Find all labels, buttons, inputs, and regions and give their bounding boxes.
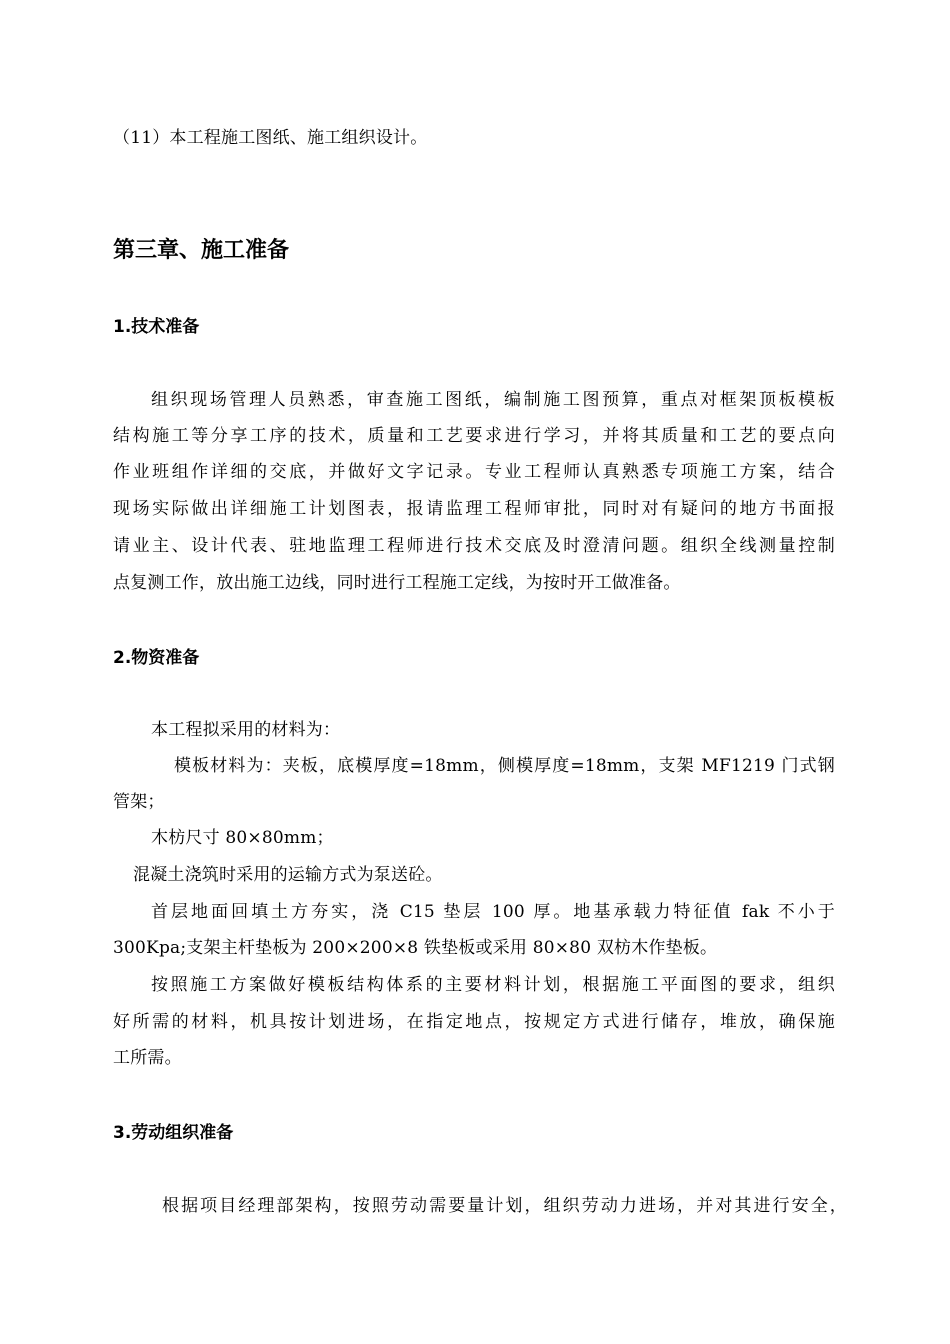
materials-line: 好所需的材料，机具按计划进场，在指定地点，按规定方式进行储存，堆放，确保施: [113, 1012, 835, 1032]
materials-line: 模板材料为：夹板，底模厚度=18mm，侧模厚度=18mm，支架 MF1219 门式钢: [174, 756, 835, 776]
section-heading-materials: 2.物资准备: [113, 648, 200, 668]
materials-line: 按照施工方案做好模板结构体系的主要材料计划，根据施工平面图的要求，组织: [151, 975, 835, 995]
materials-line: 工所需。: [113, 1048, 182, 1068]
section-heading-tech: 1.技术准备: [113, 317, 200, 337]
section-heading-labor: 3.劳动组织准备: [113, 1123, 234, 1143]
intro-item-11: （11）本工程施工图纸、施工组织设计。: [113, 128, 428, 148]
tech-paragraph-line: 结构施工等分享工序的技术，质量和工艺要求进行学习，并将其质量和工艺的要点向: [113, 426, 835, 446]
tech-paragraph-line: 现场实际做出详细施工计划图表，报请监理工程师审批，同时对有疑问的地方书面报: [113, 499, 835, 519]
materials-line: 混凝土浇筑时采用的运输方式为泵送砼。: [133, 865, 443, 885]
tech-paragraph-line: 请业主、设计代表、驻地监理工程师进行技术交底及时澄清问题。组织全线测量控制: [113, 536, 835, 556]
chapter-title: 第三章、施工准备: [113, 238, 290, 263]
tech-paragraph-line: 作业班组作详细的交底，并做好文字记录。专业工程师认真熟悉专项施工方案，结合: [113, 462, 835, 482]
tech-paragraph-line: 点复测工作，放出施工边线，同时进行工程施工定线，为按时开工做准备。: [113, 573, 681, 593]
materials-line: 首层地面回填土方夯实，浇 C15 垫层 100 厚。地基承载力特征值 fak 不小于: [151, 902, 835, 922]
materials-line: 本工程拟采用的材料为：: [151, 720, 341, 740]
materials-line: 木枋尺寸 80×80mm；: [151, 828, 334, 848]
tech-paragraph-line: 组织现场管理人员熟悉，审查施工图纸，编制施工图预算，重点对框架顶板模板: [151, 390, 835, 410]
materials-line: 管架；: [113, 792, 165, 812]
materials-line: 300Kpa;支架主杆垫板为 200×200×8 铁垫板或采用 80×80 双枋木作垫板。: [113, 938, 718, 958]
labor-paragraph-line: 根据项目经理部架构，按照劳动需要量计划，组织劳动力进场，并对其进行安全，: [162, 1196, 847, 1216]
